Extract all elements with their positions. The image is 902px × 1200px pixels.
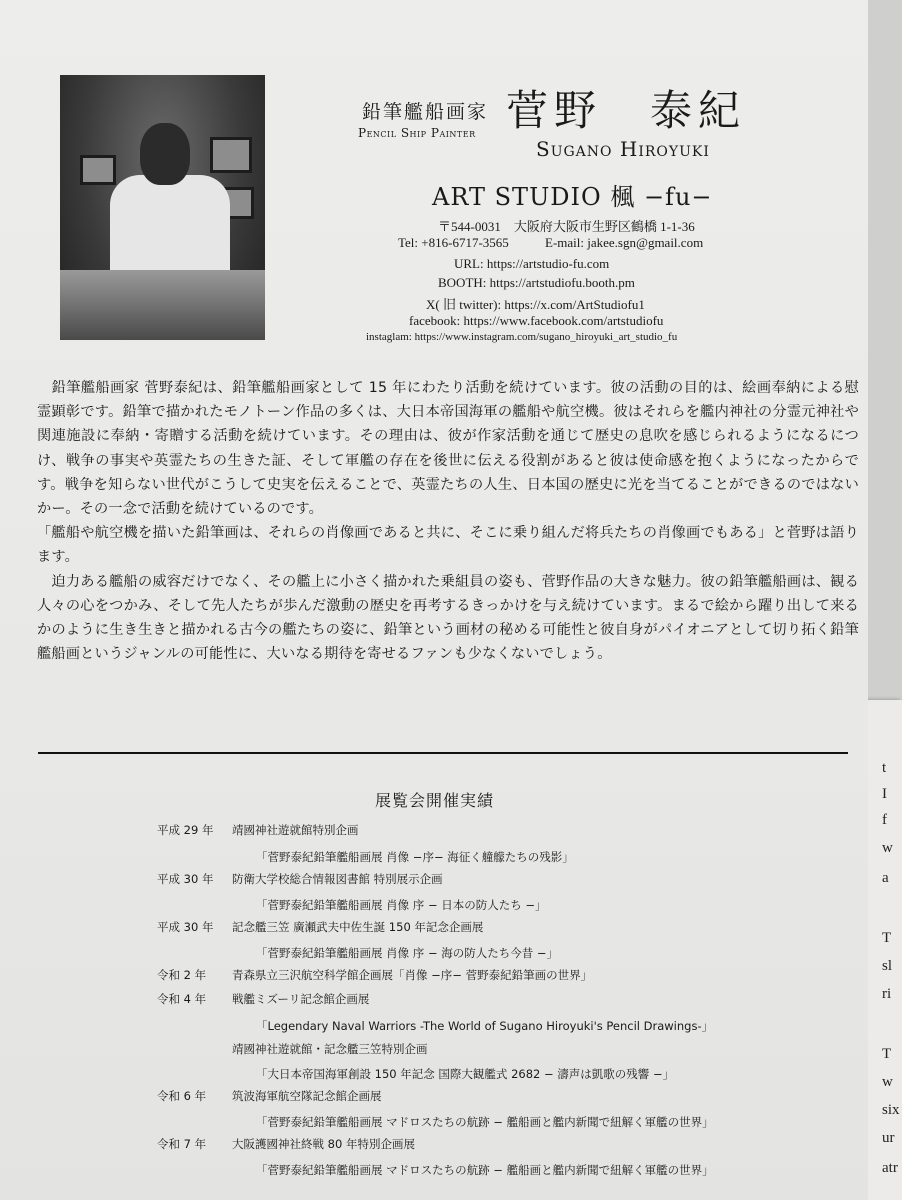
biography-paragraph: 鉛筆艦船画家 菅野泰紀は、鉛筆艦船画家として 15 年にわたり活動を続けています。彼の活動の目的は、絵画奉納による慰霊顕彰です。鉛筆で描かれたモノトーン作品の多くは、大日本帝国海軍の艦船や航空機。彼はそれらを艦内神社の分霊元神社や関連施設に奉納・寄贈する活動を続けています。その理由は、彼が作家活動を通じて歴史の息吹を感じられるようになるにつけ、戦争の事実や英霊たちの生きた証、そして軍艦の存在を後世に伝える役割があると彼は使命感を抱くようになったからです。戦争を知らない世代がこうして史実を伝えることで、英霊たちの人生、日本国の歴史に光を当てることができるのではないかー。その一念で活動を続けているのです。: [37, 380, 859, 518]
exhibition-title: 「菅野泰紀鉛筆艦船画展 マドロスたちの航跡 − 艦船画と艦内新聞で紐解く軍艦の世界」: [256, 1115, 714, 1129]
artist-name-japanese: 菅野 泰紀: [506, 86, 747, 135]
section-divider: [38, 752, 848, 754]
role-japanese: 鉛筆艦船画家: [362, 101, 489, 123]
exhibition-venue: 靖國神社遊就館・記念艦三笠特別企画: [232, 1042, 428, 1056]
exhibition-year: 令和 4 年: [157, 992, 207, 1006]
exhibition-venue: 防衛大学校総合情報図書館 特別展示企画: [232, 872, 443, 886]
exhibition-year: 平成 29 年: [157, 823, 214, 837]
address: 〒544-0031 大阪府大阪市生野区鶴橋 1-1-36: [438, 219, 695, 234]
artist-head: [140, 123, 190, 185]
desk: [60, 270, 265, 340]
exhibition-title: 「菅野泰紀鉛筆艦船画展 肖像 序 − 日本の防人たち −」: [256, 898, 547, 912]
booth-url: BOOTH: https://artstudiofu.booth.pm: [438, 275, 635, 290]
artist-figure: [110, 175, 230, 285]
edge-letter: six: [882, 1102, 900, 1118]
edge-letter: f: [882, 812, 887, 828]
biography: [37, 376, 859, 666]
studio-name: ART STUDIO 楓 −fu−: [432, 183, 713, 211]
edge-letter: sl: [882, 958, 893, 974]
role-english: Pencil Ship Painter: [358, 126, 476, 140]
wall-frame: [210, 137, 252, 173]
edge-letter: T: [882, 1046, 892, 1062]
artist-name-english: Sugano Hiroyuki: [536, 137, 710, 161]
edge-letter: I: [882, 786, 887, 802]
exhibition-venue: 靖國神社遊就館特別企画: [232, 823, 359, 837]
exhibition-year: 平成 30 年: [157, 872, 214, 886]
exhibition-title: 「菅野泰紀鉛筆艦船画展 肖像 −序− 海征く艟艨たちの残影」: [256, 850, 574, 864]
exhibition-title: 「菅野泰紀鉛筆艦船画展 肖像 序 − 海の防人たち今昔 −」: [256, 946, 559, 960]
edge-letter: w: [882, 840, 893, 856]
adjacent-sheet-edge: [862, 700, 902, 1200]
edge-letter: t: [882, 760, 887, 776]
exhibition-year: 平成 30 年: [157, 920, 214, 934]
instagram-url: instaglam: https://www.instagram.com/sugano_hiroyuki_art_studio_fu: [366, 331, 678, 343]
exhibition-year: 令和 6 年: [157, 1089, 207, 1103]
edge-letter: ur: [882, 1130, 895, 1146]
edge-letter: ri: [882, 986, 892, 1002]
exhibition-title: 「大日本帝国海軍創設 150 年記念 国際大観艦式 2682 − 濤声は凱歌の残響 −」: [256, 1067, 675, 1081]
exhibition-venue: 大阪護國神社終戦 80 年特別企画展: [232, 1137, 415, 1151]
exhibition-venue: 記念艦三笠 廣瀬武夫中佐生誕 150 年記念企画展: [232, 920, 484, 934]
edge-letter: w: [882, 1074, 893, 1090]
exhibition-year: 令和 2 年: [157, 968, 207, 982]
exhibition-venue: 筑波海軍航空隊記念館企画展: [232, 1089, 382, 1103]
exhibition-venue: 青森県立三沢航空科学館企画展「肖像 −序− 菅野泰紀鉛筆画の世界」: [232, 968, 593, 982]
facebook-url: facebook: https://www.facebook.com/artstudiofu: [409, 313, 664, 328]
edge-letter: atr: [882, 1160, 898, 1176]
exhibition-title: 「Legendary Naval Warriors -The World of Sugano Hiroyuki's Pencil Drawings-」: [256, 1019, 714, 1033]
artist-photo: [60, 75, 265, 340]
telephone: Tel: +816-6717-3565: [398, 235, 509, 250]
x-url: X( 旧 twitter): https://x.com/ArtStudiofu1: [426, 297, 645, 312]
exhibition-title: 「菅野泰紀鉛筆艦船画展 マドロスたちの航跡 − 艦船画と艦内新聞で紐解く軍艦の世界」: [256, 1163, 714, 1177]
email: E-mail: jakee.sgn@gmail.com: [545, 235, 704, 250]
edge-letter: a: [882, 870, 889, 886]
biography-paragraph: 迫力ある艦船の威容だけでなく、その艦上に小さく描かれた乗組員の姿も、菅野作品の大きな魅力。彼の鉛筆艦船画は、観る人々の心をつかみ、そして先人たちが歩んだ激動の歴史を再考するきっかけを与え続けています。まるで絵から躍り出して来るかのように生き生きと描かれる古今の艦たちの姿に、鉛筆という画材の秘める可能性と彼自身がパイオニアとして切り拓く鉛筆艦船画というジャンルの可能性に、大いなる期待を寄せるファンも少なくないでしょう。: [37, 573, 859, 663]
wall-frame: [80, 155, 116, 185]
website-url: URL: https://artstudio-fu.com: [454, 256, 610, 271]
edge-letter: T: [882, 930, 892, 946]
exhibition-year: 令和 7 年: [157, 1137, 207, 1151]
biography-quote: 「艦船や航空機を描いた鉛筆画は、それらの肖像画であると共に、そこに乗り組んだ将兵たちの肖像画でもある」と菅野は語ります。: [37, 525, 859, 566]
exhibition-venue: 戦艦ミズーリ記念館企画展: [232, 992, 370, 1006]
exhibitions-heading: 展覧会開催実績: [375, 791, 495, 810]
